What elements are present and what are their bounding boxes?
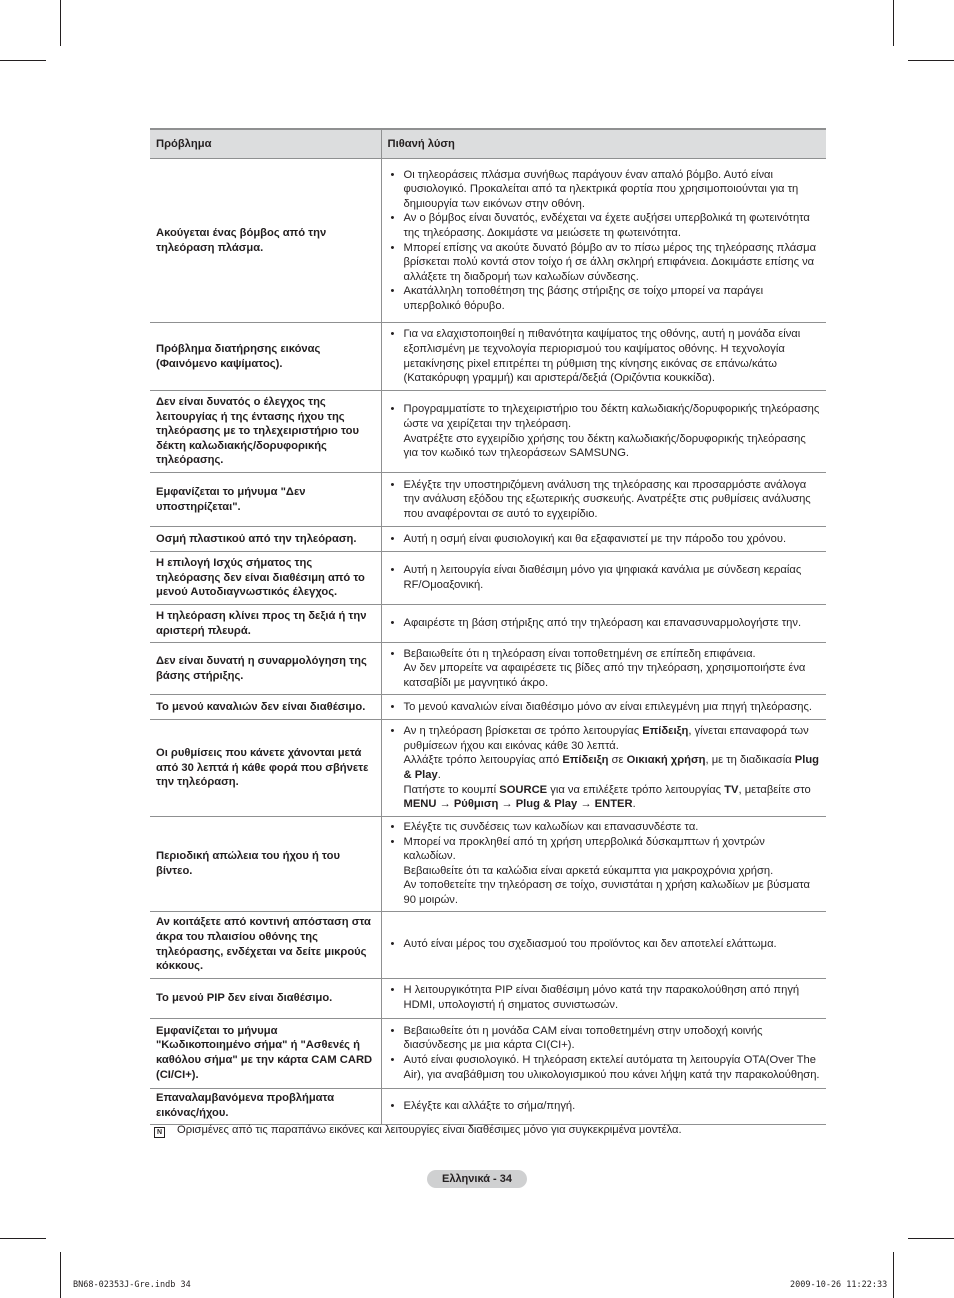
crop-mark — [908, 1238, 954, 1239]
table-row — [150, 605, 826, 643]
solution-text: , γίνεται επαναφορά των ρυθμίσεων ήχου και εικόνας κάθε 30 λεπτά. — [403, 725, 809, 752]
footer-file-info: BN68-02353J-Gre.indb 34 — [73, 1280, 191, 1290]
crop-mark — [893, 1252, 894, 1298]
problem-cell: Το μενού PIP δεν είναι διαθέσιμο. — [150, 978, 381, 1018]
solution-cell — [381, 695, 826, 720]
solution-item: • Η λειτουργικότητα PIP είναι διαθέσιμη μόνο κατά την παρακολούθηση από πηγή HDMI, υπολογιστή ή σηματος συνιστωσών. — [404, 983, 821, 1012]
note-text: Ορισμένες από τις παραπάνω εικόνες και λειτουργίες είναι διαθέσιμες μόνο για συγκεκριμένα μοντέλα. — [177, 1124, 682, 1136]
solution-cell — [381, 323, 826, 391]
solution-item: • Ελέγξτε την υποστηριζόμενη ανάλυση της τηλεόρασης και προσαρμόστε ανάλογα την ανάλυση εξόδου της εξωτερικής συσκευής. Ανατρέξτε στις ρυθμίσεις ανάλυσης που αναφέρονται σε αυτό το εγχειρίδιο. — [404, 478, 821, 522]
table-row — [150, 911, 826, 978]
solution-continuation: Αν τοποθετείτε την τηλεόραση σε τοίχο, συνιστάται η χρήση καλωδίων με βύσματα 90 μοιρών. — [403, 879, 810, 906]
solution-item: • Για να ελαχιστοποιηθεί η πιθανότητα καψίματος της οθόνης, αυτή η μονάδα είναι εξοπλισμένη με τεχνολογία περιορισμού του καψίματος οθόνης. Η τεχνολογία μετακίνησης pixel επιτρέπει τη ρύθμιση της κίνησης εικόνας σε επάνω/κάτω (Κατακόρυφη γραμμή) και αριστερά/δεξιά (Οριζόντια κουκκίδα). — [404, 327, 821, 385]
solution-item — [404, 835, 821, 908]
solution-text: , με τη διαδικασία — [705, 754, 795, 767]
solution-text: για να επιλέξετε τρόπο λειτουργίας — [547, 783, 725, 796]
crop-mark — [0, 60, 46, 61]
solution-text: Προγραμματίστε το τηλεχειριστήριο του δέκτη καλωδιακής/δορυφορικής τηλεόρασης ώστε να χειρίζεται την τηλεόραση. — [403, 403, 820, 430]
solution-cell — [381, 1018, 826, 1088]
solution-cell — [381, 605, 826, 643]
solution-text: . — [437, 769, 441, 781]
solution-item: • Μπορεί επίσης να ακούτε δυνατό βόμβο αν το πίσω μέρος της τηλεόρασης πλάσμα βρίσκεται πολύ κοντά στον τοίχο ή σε άλλη σκληρή επιφάνεια. Δοκιμάστε επίσης να αλλάξετε τη διαδρομή των καλωδίων σύνδεσης. — [404, 241, 821, 285]
solution-cell — [381, 978, 826, 1018]
solution-continuation — [404, 783, 821, 812]
table-header-row — [150, 129, 826, 159]
table-row — [150, 391, 826, 473]
problem-cell: Οι ρυθμίσεις που κάνετε χάνονται μετά από 30 λεπτά ή κάθε φορά που σβήνετε την τηλεόραση. — [150, 720, 381, 817]
solution-text: Πατήστε το κουμπί — [403, 783, 500, 796]
solution-item: • Αν ο βόμβος είναι δυνατός, ενδέχεται να έχετε αυξήσει υπερβολικά τη φωτεινότητα της τηλεόρασης. Δοκιμάστε να μειώσετε τη φωτεινότητα. — [404, 211, 821, 240]
table-row — [150, 552, 826, 605]
solution-emphasis: SOURCE — [499, 783, 548, 796]
problem-cell: Δεν είναι δυνατή η συναρμολόγηση της βάσης στήριξης. — [150, 643, 381, 695]
solution-item: • Οι τηλεοράσεις πλάσμα συνήθως παράγουν έναν απαλό βόμβο. Αυτό είναι φυσιολογικό. Προκαλείται από τα ηλεκτρικά φορτία που χρησιμοποιούνται για τη δημιουργία των εικόνων στην οθόνη. — [404, 168, 821, 212]
solution-text: Μπορεί να προκληθεί από τη χρήση υπερβολικά δύσκαμπτων ή χοντρών καλωδίων. — [403, 835, 765, 863]
solution-text: Αν η τηλεόραση βρίσκεται σε τρόπο λειτουργίας — [403, 725, 643, 738]
solution-cell — [381, 527, 826, 552]
table-row — [150, 473, 826, 527]
solution-cell — [381, 911, 826, 978]
crop-mark — [60, 1252, 61, 1298]
crop-mark — [60, 0, 61, 46]
table-row — [150, 323, 826, 391]
column-header-solution: Πιθανή λύση — [381, 129, 826, 159]
problem-cell: Η τηλεόραση κλίνει προς τη δεξιά ή την αριστερή πλευρά. — [150, 605, 381, 643]
problem-cell: Ακούγεται ένας βόμβος από την τηλεόραση πλάσμα. — [150, 159, 381, 323]
solution-emphasis: TV — [724, 783, 739, 796]
solution-continuation: Αν δεν μπορείτε να αφαιρέσετε τις βίδες από την τηλεόραση, χρησιμοποιήστε ένα κατσαβίδι με μαγνητικό άκρο. — [403, 662, 806, 689]
solution-item: • Ελέγξτε τις συνδέσεις των καλωδίων και επανασυνδέστε τα. — [404, 820, 821, 835]
problem-cell: Περιοδική απώλεια του ήχου ή του βίντεο. — [150, 817, 381, 912]
solution-cell — [381, 1088, 826, 1124]
solution-text: . — [632, 798, 636, 811]
solution-item: • Αυτό είναι μέρος του σχεδιασμού του προϊόντος και δεν αποτελεί ελάττωμα. — [404, 937, 821, 952]
table-row — [150, 1018, 826, 1088]
solution-item — [404, 724, 821, 812]
solution-continuation — [404, 753, 821, 782]
problem-cell: Δεν είναι δυνατός ο έλεγχος της λειτουργίας ή της έντασης ήχου της τηλεόρασης με το τηλεχειριστήριο του δέκτη καλωδιακής/δορυφορικής τηλεόρασης. — [150, 391, 381, 473]
crop-mark — [893, 0, 894, 46]
solution-cell — [381, 552, 826, 605]
solution-item — [404, 402, 821, 460]
problem-cell: Επαναλαμβανόμενα προβλήματα εικόνας/ήχου. — [150, 1088, 381, 1124]
solution-item: • Βεβαιωθείτε ότι η μονάδα CAM είναι τοποθετημένη στην υποδοχή κοινής διασύνδεσης με μια κάρτα CI(CI+). — [404, 1024, 821, 1053]
note-icon: N — [154, 1127, 165, 1138]
solution-cell — [381, 473, 826, 527]
problem-cell: Η επιλογή Ισχύς σήματος της τηλεόρασης δεν είναι διαθέσιμη από το μενού Αυτοδιαγνωστικός έλεγχος. — [150, 552, 381, 605]
table-row — [150, 159, 826, 323]
crop-mark — [0, 1238, 46, 1239]
problem-cell: Αν κοιτάξετε από κοντινή απόσταση στα άκρα του πλαισίου οθόνης της τηλεόρασης, ενδέχεται να δείτε μικρούς κόκκους. — [150, 911, 381, 978]
solution-item: • Ακατάλληλη τοποθέτηση της βάσης στήριξης σε τοίχο μπορεί να παράγει υπερβολικό θόρυβο. — [404, 284, 821, 313]
solution-text: Αλλάξτε τρόπο λειτουργίας από — [403, 754, 563, 767]
solution-emphasis: Επίδειξη — [642, 725, 689, 738]
solution-text: Βεβαιωθείτε ότι η τηλεόραση είναι τοποθετημένη σε επίπεδη επιφάνεια. — [403, 647, 756, 660]
table-row — [150, 817, 826, 912]
solution-emphasis: MENU → Ρύθμιση → Plug & Play → ENTER — [403, 798, 633, 811]
troubleshooting-table — [150, 128, 826, 1125]
solution-cell — [381, 391, 826, 473]
solution-item: • Το μενού καναλιών είναι διαθέσιμο μόνο αν είναι επιλεγμένη μια πηγή τηλεόρασης. — [404, 700, 821, 715]
solution-item: • Αυτό είναι φυσιολογικό. Η τηλεόραση εκτελεί αυτόματα τη λειτουργία OTA(Over The Air), για αναβάθμιση του υλικολογισμικού που κάνει λήψη κατά την παρακολούθηση. — [404, 1053, 821, 1082]
solution-text: , μεταβείτε στο — [738, 783, 811, 796]
table-row — [150, 695, 826, 720]
problem-cell: Το μενού καναλιών δεν είναι διαθέσιμο. — [150, 695, 381, 720]
solution-cell — [381, 159, 826, 323]
solution-item — [404, 647, 821, 691]
solution-continuation: Βεβαιωθείτε ότι τα καλώδια είναι αρκετά εύκαμπτα για μακροχρόνια χρήση. — [403, 864, 774, 877]
solution-continuation: Ανατρέξτε στο εγχειρίδιο χρήσης του δέκτη καλωδιακής/δορυφορικής τηλεόρασης για τον κωδικό των τηλεοράσεων SAMSUNG. — [403, 432, 806, 460]
problem-cell: Εμφανίζεται το μήνυμα "Κωδικοποιημένο σήμα" ή "Ασθενές ή καθόλου σήμα" με την κάρτα CAM CARD (CI/CI+). — [150, 1018, 381, 1088]
column-header-problem: Πρόβλημα — [150, 129, 381, 159]
solution-item: • Αυτή η οσμή είναι φυσιολογική και θα εξαφανιστεί με την πάροδο του χρόνου. — [404, 532, 821, 547]
table-row — [150, 643, 826, 695]
problem-cell: Πρόβλημα διατήρησης εικόνας (Φαινόμενο καψίματος). — [150, 323, 381, 391]
footer-timestamp: 2009-10-26 11:22:33 — [790, 1280, 888, 1290]
solution-item: • Αφαιρέστε τη βάση στήριξης από την τηλεόραση και επανασυναρμολογήστε την. — [404, 616, 821, 631]
solution-cell — [381, 643, 826, 695]
solution-item: • Ελέγξτε και αλλάξτε το σήμα/πηγή. — [404, 1099, 821, 1114]
problem-cell: Εμφανίζεται το μήνυμα "Δεν υποστηρίζεται". — [150, 473, 381, 527]
table-row — [150, 978, 826, 1018]
solution-emphasis: Οικιακή χρήση — [626, 754, 706, 767]
table-row — [150, 527, 826, 552]
problem-cell: Οσμή πλαστικού από την τηλεόραση. — [150, 527, 381, 552]
solution-emphasis: Επίδειξη — [562, 754, 609, 767]
table-row — [150, 1088, 826, 1124]
model-availability-note — [150, 1123, 826, 1138]
table-row — [150, 720, 826, 817]
solution-text: σε — [608, 754, 627, 767]
solution-emphasis: Plug & Play — [403, 754, 820, 781]
solution-cell — [381, 720, 826, 817]
solution-cell — [381, 817, 826, 912]
page-number-badge: Ελληνικά - 34 — [427, 1170, 527, 1188]
crop-mark — [908, 60, 954, 61]
solution-item: • Αυτή η λειτουργία είναι διαθέσιμη μόνο για ψηφιακά κανάλια με σύνδεση κεραίας RF/Ομοαξονική. — [404, 563, 821, 592]
